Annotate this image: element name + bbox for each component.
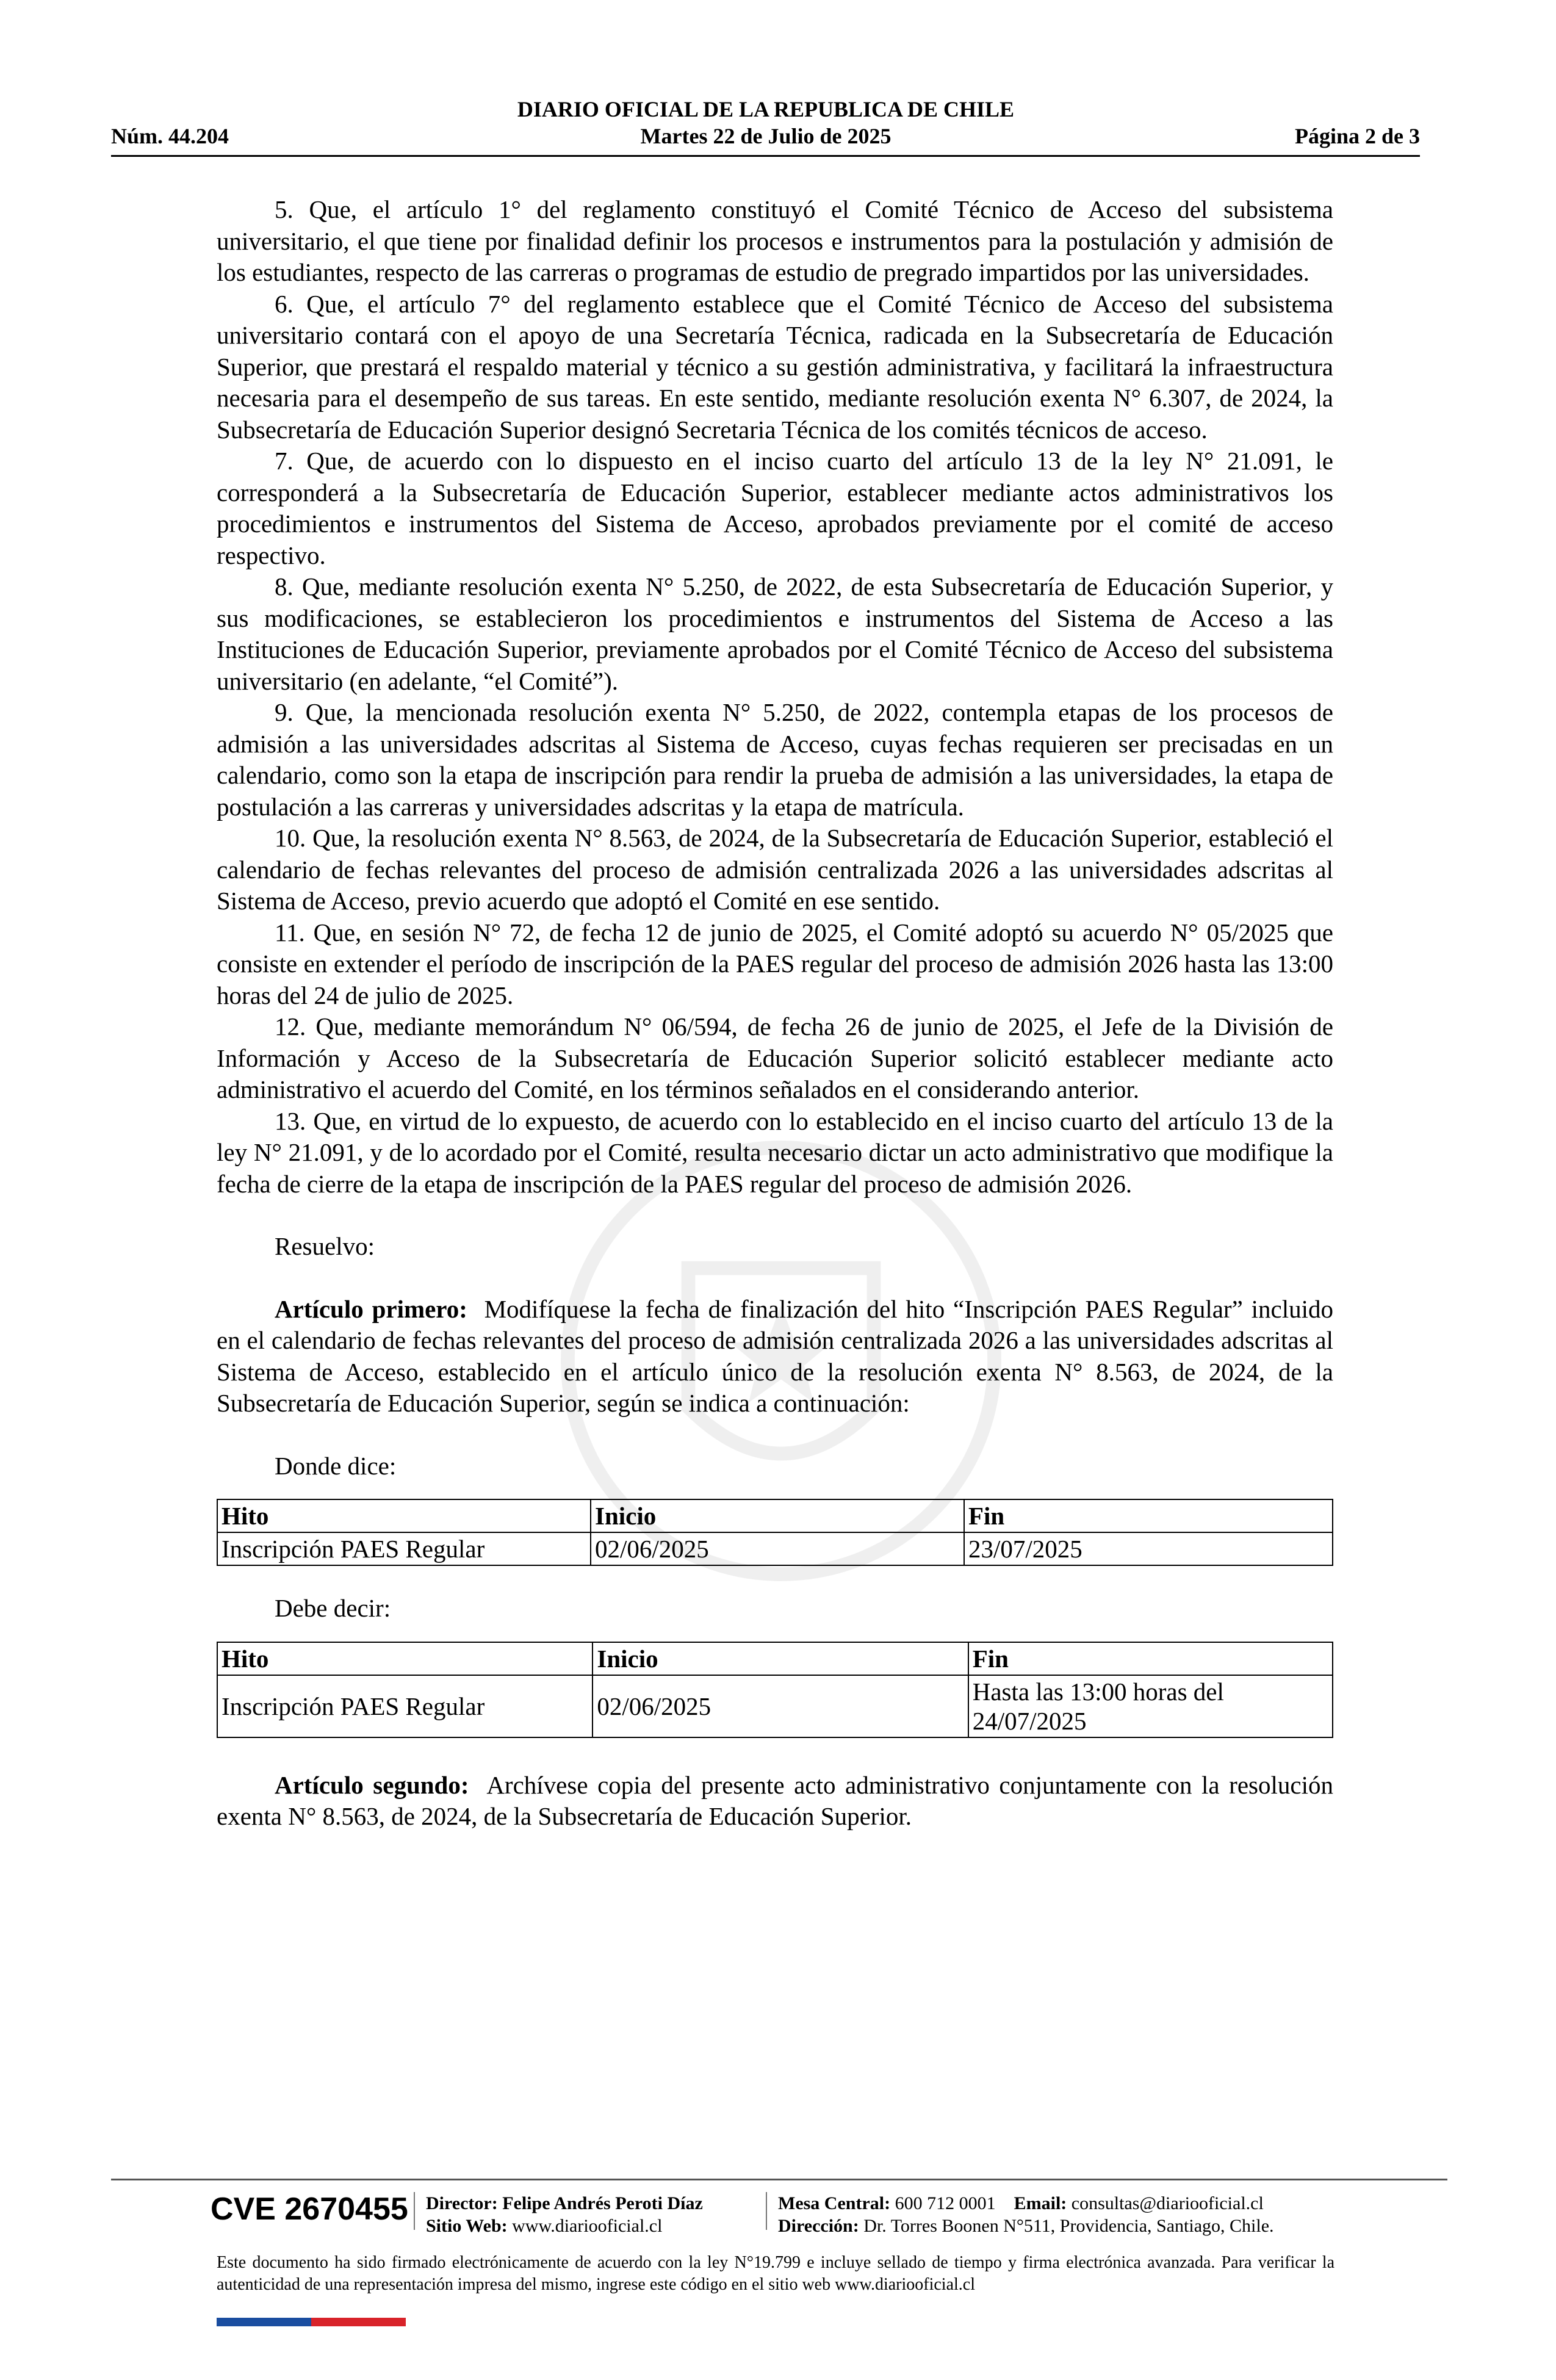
header-divider	[111, 155, 1420, 157]
director-label: Director:	[426, 2193, 498, 2213]
articulo-segundo	[217, 1770, 1333, 1833]
table-header-hito: Hito	[217, 1499, 591, 1532]
gazette-title: DIARIO OFICIAL DE LA REPUBLICA DE CHILE	[517, 97, 1015, 121]
articulo-primero-label: Artículo primero:	[275, 1294, 467, 1323]
considerando-8: 8. Que, mediante resolución exenta N° 5.250, de 2022, de esta Subsecretaría de Educación Superior, y sus modificaciones, se establecieron los procedimientos e instrumentos del Sistema de Acceso a las Instituciones de Educación Superior, previamente aprobados por el Comité Técnico de Acceso del subsistema universitario (en adelante, “el Comité”).	[217, 572, 1333, 695]
table-header-inicio: Inicio	[591, 1499, 964, 1532]
donde-dice-label: Donde dice:	[275, 1451, 397, 1480]
table-cell-inicio: 02/06/2025	[591, 1532, 964, 1565]
considerando-12: 12. Que, mediante memorándum N° 06/594, de fecha 26 de junio de 2025, el Jefe de la División de Información y Acceso de la Subsecretaría de Educación Superior solicitó establecer mediante acto administrativo el acuerdo del Comité, en los términos señalados en el considerando anterior.	[217, 1012, 1333, 1103]
debe-decir-label: Debe decir:	[275, 1594, 391, 1622]
articulo-primero-text: Modifíquese la fecha de finalización del hito “Inscripción PAES Regular” incluido en el calendario de fechas relevantes del proceso de admisión centralizada 2026 a las universidades adscritas al Sistema de Acceso, establecido en el artículo único de la resolución exenta N° 8.563, de 2024, de la Subsecretaría de Educación Superior, según se indica a continuación:	[217, 1294, 1333, 1417]
considerando-9: 9. Que, la mencionada resolución exenta N° 5.250, de 2022, contempla etapas de los procesos de admisión a las universidades adscritas al Sistema de Acceso, cuyas fechas requieren ser precisadas en un calendario, como son la etapa de inscripción para rendir la prueba de admisión a las universidades, la etapa de postulación a las carreras y universidades adscritas y la etapa de matrícula.	[217, 698, 1333, 821]
table-header-row	[217, 1642, 1333, 1675]
flag-stripe-blue	[217, 2318, 311, 2326]
site-link[interactable]: www.diariooficial.cl	[512, 2216, 663, 2236]
document-body	[217, 194, 1333, 1833]
table-cell-hito: Inscripción PAES Regular	[217, 1532, 591, 1565]
considerando-5: 5. Que, el artículo 1° del reglamento constituyó el Comité Técnico de Acceso del subsistema universitario, el que tiene por finalidad definir los procesos e instrumentos para la postulación y admisión de los estudiantes, respecto de las carreras o programas de estudio de pregrado impartidos por las universidades.	[217, 195, 1333, 286]
table-header-fin: Fin	[964, 1499, 1333, 1532]
considerando-10: 10. Que, la resolución exenta N° 8.563, de 2024, de la Subsecretaría de Educación Superior, estableció el calendario de fechas relevantes del proceso de admisión centralizada 2026 a las universidades adscritas al Sistema de Acceso, previo acuerdo que adoptó el Comité en ese sentido.	[217, 824, 1333, 915]
cve-code: CVE 2670455	[211, 2191, 408, 2227]
footer-separator	[766, 2192, 767, 2230]
issue-number: Núm. 44.204	[111, 124, 229, 148]
footer-separator	[414, 2192, 415, 2230]
table-debe-decir	[217, 1642, 1333, 1738]
footer-contact-block	[778, 2192, 1274, 2237]
table-cell-fin: 23/07/2025	[964, 1532, 1333, 1565]
page-indicator: Página 2 de 3	[1294, 124, 1420, 148]
email-link[interactable]: consultas@diariooficial.cl	[1071, 2193, 1264, 2213]
signature-notice: Este documento ha sido firmado electrónicamente de acuerdo con la ley N°19.799 e incluye sellado de tiempo y firma electrónica avanzada. Para verificar la autenticidad de una representación impresa del mismo, ingrese este código en el sitio web www.diariooficial.cl	[217, 2253, 1334, 2294]
table-header-fin: Fin	[968, 1642, 1333, 1675]
flag-stripe-red	[311, 2318, 406, 2326]
mesa-phone: 600 712 0001	[895, 2193, 996, 2213]
considerando-11: 11. Que, en sesión N° 72, de fecha 12 de junio de 2025, el Comité adoptó su acuerdo N° 05/2025 que consiste en extender el período de inscripción de la PAES regular del proceso de admisión 2026 hasta las 13:00 horas del 24 de julio de 2025.	[217, 918, 1333, 1009]
table-header-hito: Hito	[217, 1642, 593, 1675]
footer-divider	[111, 2179, 1447, 2180]
considerando-13: 13. Que, en virtud de lo expuesto, de acuerdo con lo establecido en el inciso cuarto del artículo 13 de la ley N° 21.091, y de lo acordado por el Comité, resulta necesario dictar un acto administrativo que modifique la fecha de cierre de la etapa de inscripción de la PAES regular del proceso de admisión 2026.	[217, 1106, 1333, 1198]
considerando-6: 6. Que, el artículo 7° del reglamento establece que el Comité Técnico de Acceso del subsistema universitario contará con el apoyo de una Secretaría Técnica, radicada en la Subsecretaría de Educación Superior, que prestará el respaldo material y técnico a su gestión administrativa, y facilitará la infraestructura necesaria para el desempeño de sus tareas. En este sentido, mediante resolución exenta N° 6.307, de 2024, la Subsecretaría de Educación Superior designó Secretaria Técnica de los comités técnicos de acceso.	[217, 289, 1333, 444]
address-label: Dirección:	[778, 2216, 859, 2236]
email-label: Email:	[1014, 2193, 1067, 2213]
resuelvo-heading: Resuelvo:	[275, 1232, 375, 1260]
address: Dr. Torres Boonen N°511, Providencia, Santiago, Chile.	[863, 2216, 1274, 2236]
table-header-inicio: Inicio	[593, 1642, 968, 1675]
footer-director-block	[426, 2192, 703, 2237]
articulo-segundo-text: Archívese copia del presente acto administrativo conjuntamente con la resolución exenta N° 8.563, de 2024, de la Subsecretaría de Educación Superior.	[217, 1770, 1333, 1830]
director-name: Felipe Andrés Peroti Díaz	[502, 2193, 703, 2213]
table-cell-inicio: 02/06/2025	[593, 1675, 968, 1737]
table-row	[217, 1675, 1333, 1737]
table-cell-fin: Hasta las 13:00 horas del 24/07/2025	[968, 1675, 1333, 1737]
mesa-label: Mesa Central:	[778, 2193, 891, 2213]
table-header-row	[217, 1499, 1333, 1532]
considerando-7: 7. Que, de acuerdo con lo dispuesto en el inciso cuarto del artículo 13 de la ley N° 21.091, le corresponderá a la Subsecretaría de Educación Superior, establecer mediante actos administrativos los procedimientos e instrumentos del Sistema de Acceso, aprobados previamente por el comité de acceso respectivo.	[217, 447, 1333, 569]
articulo-segundo-label: Artículo segundo:	[275, 1770, 469, 1799]
site-label: Sitio Web:	[426, 2216, 508, 2236]
articulo-primero	[217, 1294, 1333, 1419]
table-donde-dice	[217, 1499, 1333, 1566]
table-row	[217, 1532, 1333, 1565]
table-cell-hito: Inscripción PAES Regular	[217, 1675, 593, 1737]
issue-date: Martes 22 de Julio de 2025	[640, 124, 891, 148]
